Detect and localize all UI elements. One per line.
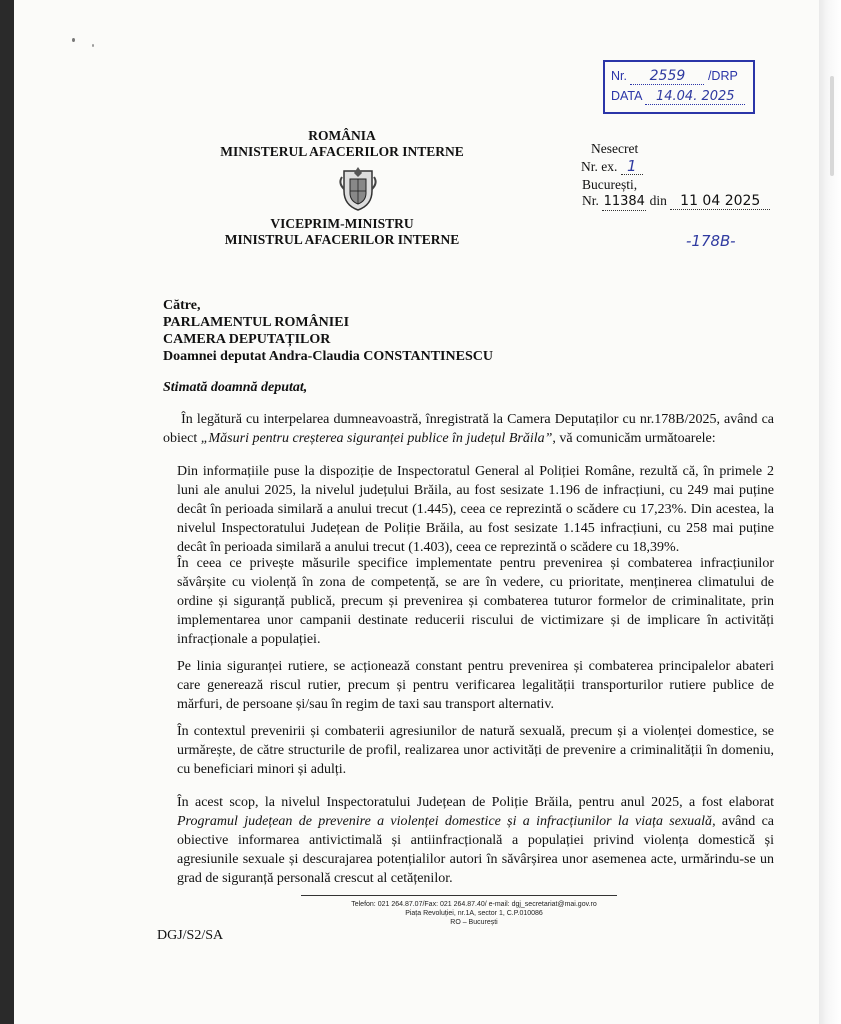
stamp-nr-suffix: /DRP bbox=[707, 69, 738, 83]
copy-value: 1 bbox=[621, 158, 643, 175]
paper-speck bbox=[72, 38, 75, 42]
recipient-to: Către, bbox=[163, 298, 201, 313]
city-line: București, bbox=[582, 177, 638, 192]
paragraph-1 bbox=[163, 410, 774, 448]
document-number-line bbox=[582, 193, 770, 211]
paragraph-6 bbox=[177, 793, 774, 888]
stamp-date-label: DATA bbox=[611, 89, 642, 103]
footer-contact: Telefon: 021 264.87.07/Fax: 021 264.87.40/ e-mail: dgj_secretariat@mai.gov.ro bbox=[351, 901, 597, 908]
stamp-date-value: 14.04. 2025 bbox=[645, 89, 745, 105]
footer-city: RO – București bbox=[450, 919, 498, 926]
p6-text-b: , având ca obiective informarea antivictimală și antiinfracțională a populației privind violența domestică și agresiunile sexuale și descurajarea potențialilor autori în săvârșirea unor asemenea acte, urmărindu-se un grad de siguranță personală crescut al cetățenilor. bbox=[177, 814, 774, 886]
scroll-indicator[interactable] bbox=[830, 76, 834, 176]
recipient-line-2: CAMERA DEPUTAȚILOR bbox=[163, 332, 331, 347]
salutation: Stimată doamnă deputat, bbox=[163, 380, 308, 395]
paragraph-4: Pe linia siguranței rutiere, se acționează constant pentru prevenirea și combaterea principalelor abateri care generează riscul rutier, precum și pentru verificarea legalității transporturilor rutiere publice de mărfuri, de persoane și/sau în regim de taxi sau transport alternativ. bbox=[177, 659, 774, 712]
p1-text-b: , vă comunicăm următoarele: bbox=[552, 431, 716, 446]
header-title-2: MINISTRUL AFACERILOR INTERNE bbox=[224, 232, 460, 247]
paragraph-5: În contextul prevenirii și combaterii agresiunilor de natură sexuală, precum și a violenței domestice, se urmărește, de către structurile de profil, realizarea unor activități de prevenire a criminalității în domeniu, cu beneficiari minori și adulți. bbox=[177, 724, 774, 777]
doc-nr-value: 11384 bbox=[603, 194, 645, 209]
stamp-nr-label: Nr. bbox=[611, 69, 627, 83]
p6-text-a: În acest scop, la nivelul Inspectoratului Județean de Poliție Brăila, pentru anul 2025, a fost elaborat bbox=[177, 795, 774, 810]
p1-italic-subject: „Măsuri pentru creșterea siguranței publice în județul Brăila” bbox=[200, 431, 553, 446]
doc-nr-label: Nr. bbox=[582, 193, 599, 208]
header-ministry: MINISTERUL AFACERILOR INTERNE bbox=[220, 144, 464, 159]
recipient-line-3: Doamnei deputat Andra-Claudia CONSTANTINESCU bbox=[163, 349, 493, 364]
doc-date-value: 11 04 2025 bbox=[670, 193, 770, 210]
footer-reference-code: DGJ/S2/SA bbox=[157, 928, 224, 943]
handwritten-reference: -178B- bbox=[686, 232, 736, 250]
footer-address: Piața Revoluției, nr.1A, sector 1, C.P.010086 bbox=[405, 910, 543, 917]
paragraph-3: În ceea ce privește măsurile specifice implementate pentru prevenirea și combaterea infracțiunilor săvârșite cu violență în zona de competență, se are în vedere, cu prioritate, menținerea climatului de ordine și siguranță publică, precum și prevenirea și combaterea tuturor formelor de criminalitate, prin implementarea unor campanii destinate reducerii riscului de victimizare și de implicare în activități infracționale a populației. bbox=[177, 556, 774, 647]
header-title-1: VICEPRIM-MINISTRU bbox=[270, 216, 414, 231]
stamp-nr-value: 2559 bbox=[630, 68, 704, 85]
paper-speck bbox=[92, 44, 94, 47]
copy-number bbox=[581, 158, 643, 175]
p6-italic-program: Programul județean de prevenire a violenței domestice și a infracțiunilor la viața sexuală bbox=[177, 814, 713, 829]
din-label: din bbox=[649, 193, 667, 208]
footer-divider bbox=[301, 895, 617, 896]
paragraph-2: Din informațiile puse la dispoziție de Inspectoratul General al Poliției Române, rezultă că, în primele 2 luni ale anului 2025, la nivelul județului Brăila, au fost sesizate 1.196 de infracțiuni, cu 249 mai puține decât în perioada similară a anului trecut (1.445), ceea ce reprezintă o scădere cu 17,23%. Din acestea, la nivelul Inspectoratului Județean de Poliție Brăila, au fost sesizate 1.145 infracțiuni, cu 258 mai puține decât în perioada similară a anului trecut (1.403), ceea ce reprezintă o scădere cu 18,39%. bbox=[177, 464, 774, 555]
registration-stamp bbox=[603, 60, 755, 114]
classification: Nesecret bbox=[591, 141, 639, 156]
document-page bbox=[14, 0, 819, 1024]
romanian-coat-of-arms-icon bbox=[336, 163, 380, 211]
copy-label: Nr. ex. bbox=[581, 159, 618, 174]
recipient-line-1: PARLAMENTUL ROMÂNIEI bbox=[163, 315, 350, 330]
p1-text-a: În legătură cu interpelarea dumneavoastră, înregistrată la Camera Deputaților cu nr.178B/2025, având ca obiect bbox=[163, 412, 774, 446]
header-country: ROMÂNIA bbox=[308, 128, 376, 143]
